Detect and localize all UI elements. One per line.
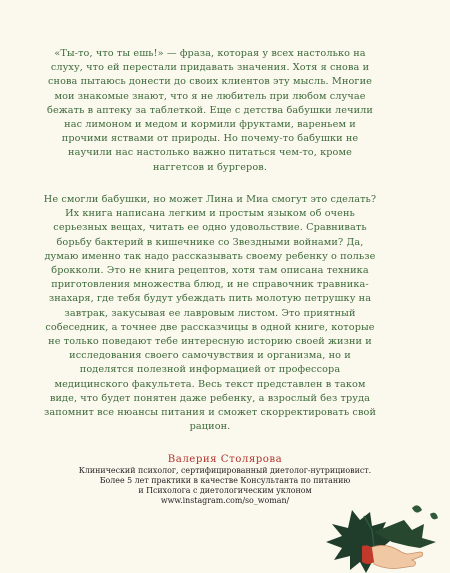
author-name: Валерия Столярова	[167, 454, 283, 465]
author-credential-line: и Психолога с диетологическим уклоном	[138, 486, 312, 495]
author-credential-line: Более 5 лет практики в качестве Консультанта по питанию	[99, 476, 351, 485]
paragraph-review: Не смогли бабушки, но может Лина и Миа смогут это сделать? Их книга написана легким и простым языком об очень серьезных вещах, читать ее одно удовольствие. Сравнивать борьбу бактерий в кишечнике со Звездными войнами? Да, думаю именно так надо рассказывать своему ребенку о пользе брокколи. Это не книга рецептов, хотя там описана техника приготовления множества блюд, и не справочник травника-знахаря, где тебя будут убеждать пить молотую петрушку на завтрак, закусывая ее лавровым листом. Это приятный собеседник, а точнее две рассказчицы в одной книге, которые не только поведают тебе интересную историю своей жизни и исследования своего самочувствия и организма, но и поделятся полезной информацией от профессора медицинского факультета. Весь текст представлен в таком виде, что будет понятен даже ребенку, а взрослый без труда запомнит все нюансы питания и сможет скорректировать свой рацион.	[43, 194, 377, 433]
author-credential-line: Клинический психолог, сертифицированный диетолог-нутрициовист.	[78, 466, 372, 475]
holly-leaf-and-hand-icon	[312, 502, 450, 573]
author-instagram-link[interactable]: www.instagram.com/so_woman/	[160, 496, 290, 505]
paragraph-intro: «Ты-то, что ты ешь!» — фраза, которая у всех настолько на слуху, что ей перестали придавать значения. Хотя я снова и снова пытаюсь донести до своих клиентов эту мысль. Многие мои знакомые знают, что я не любитель при любом случае бежать в аптеку за таблеткой. Еще с детства бабушки лечили нас лимоном и медом и кормили фруктами, вареньем и прочими яствами от природы. Но почему-то бабушки не научили нас настолько важно питаться чем-то, кроме наггетсов и бургеров.	[47, 48, 373, 173]
